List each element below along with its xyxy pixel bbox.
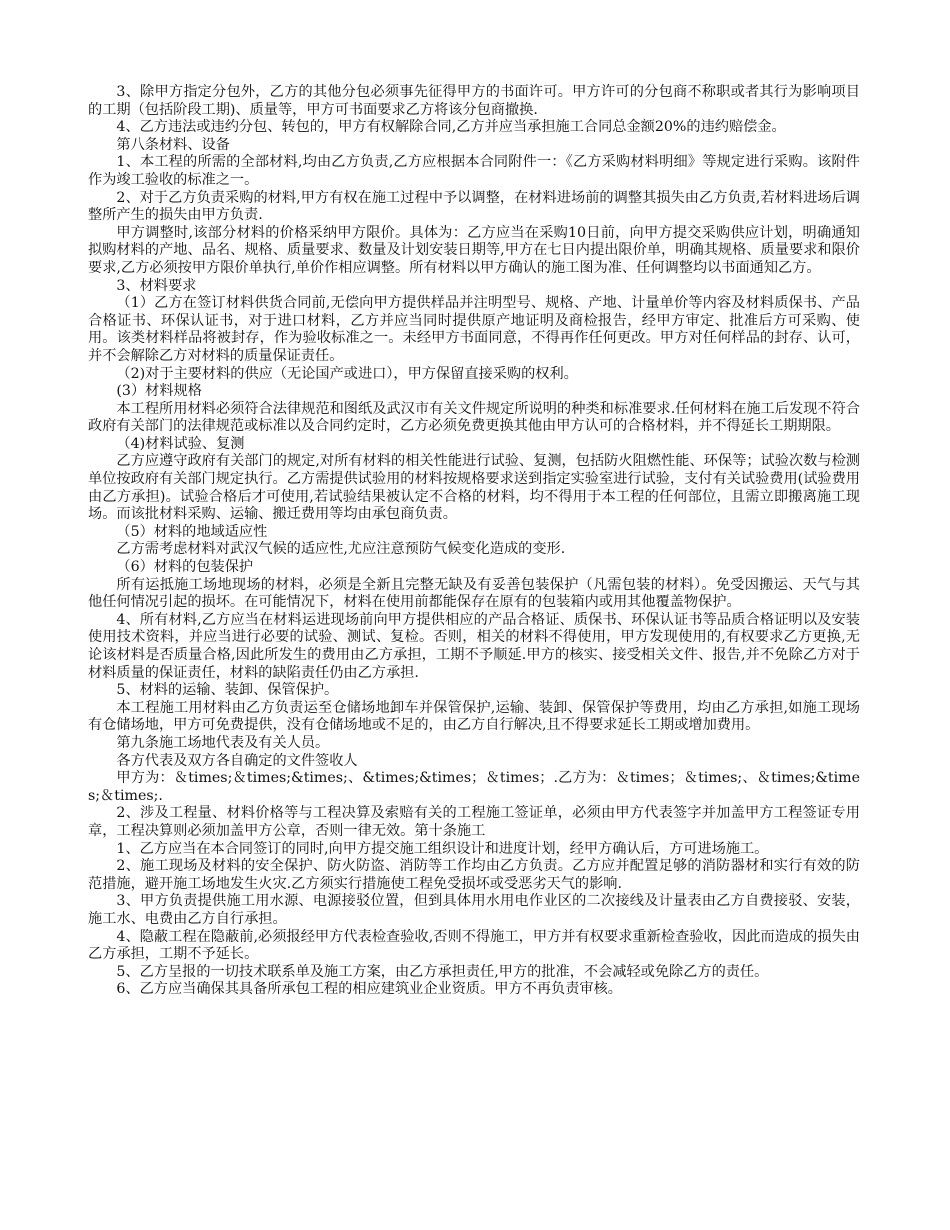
paragraph: 2、涉及工程量、材料价格等与工程决算及索赔有关的工程施工签证单，必须由甲方代表签字并加盖甲方工程签证专用章，工程决算则必须加盖甲方公章，否则一律无效。第十条施工	[88, 805, 860, 839]
paragraph: 6、乙方应当确保其具备所承包工程的相应建筑业企业资质。甲方不再负责审核。	[116, 981, 622, 998]
paragraph: 第九条施工场地代表及有关人员。	[116, 734, 330, 751]
paragraph: （1）乙方在签订材料供货合同前,无偿向甲方提供样品并注明型号、规格、产地、计量单价等内容及材料质保书、产品合格证书、环保认证书，对于进口材料，乙方并应当同时提供原产地证明及商检报告，经甲方审定、批准后方可采购、使用。该类材料样品将被封存，作为验收标准之一。未经甲方书面同意，不得再作任何更改。甲方对任何样品的封存、认可，并不会解除乙方对材料的质量保证责任。	[88, 295, 860, 364]
paragraph: 各方代表及双方各自确定的文件签收人	[116, 752, 358, 769]
paragraph: 4、乙方违法或违约分包、转包的，甲方有权解除合同,乙方并应当承担施工合同总金额20%的违约赔偿金。	[116, 119, 786, 136]
paragraph: 1、乙方应当在本合同签订的同时,向甲方提交施工组织设计和进度计划，经甲方确认后，方可进场施工。	[116, 840, 769, 857]
paragraph: 3、材料要求	[116, 277, 197, 294]
paragraph: 本工程施工用材料由乙方负责运至仓储场地卸车并保管保护,运输、装卸、保管保护等费用，均由乙方承担,如施工现场有仓储场地，甲方可免费提供，没有仓储场地或不足的，由乙方自行解决,且不得要求延长工期或增加费用。	[88, 699, 860, 734]
paragraph: 4、所有材料,乙方应当在材料运进现场前向甲方提供相应的产品合格证、质保书、环保认证书等品质合格证明以及安装使用技术资料，并应当进行必要的试验、测试、复检。否则，相关的材料不得使用，甲方发现使用的,有权要求乙方更换,无论该材料是否质量合格,因此所发生的费用由乙方承担，工期不予顺延.甲方的核实、接受相关文件、报告,并不免除乙方对于材料质量的保证责任，材料的缺陷责任仍由乙方承担.	[88, 611, 860, 681]
paragraph: 5、材料的运输、装卸、保管保护。	[116, 682, 339, 699]
paragraph: 1、本工程的所需的全部材料,均由乙方负责,乙方应根据本合同附件一：《乙方采购材料明细》等规定进行采购。该附件作为竣工验收的标准之一。	[88, 154, 860, 188]
paragraph: 2、对于乙方负责采购的材料,甲方有权在施工过程中予以调整，在材料进场前的调整其损失由乙方负责,若材料进场后调整所产生的损失由甲方负责.	[88, 189, 860, 224]
paragraph: 所有运抵施工场地现场的材料，必须是全新且完整无缺及有妥善包装保护（凡需包装的材料）。免受因搬运、天气与其他任何情况引起的损坏。在可能情况下，材料在使用前都能保存在原有的包装箱内或用其他覆盖物保护。	[88, 576, 860, 611]
paragraph: 4、隐蔽工程在隐蔽前,必须报经甲方代表检查验收,否则不得施工，甲方并有权要求重新检查验收，因此而造成的损失由乙方承担，工期不予延长。	[88, 928, 860, 963]
paragraph: （6）材料的包装保护	[116, 559, 254, 576]
paragraph: 甲方为：＆times;＆times;&times;、&times;&times；＆times；.乙方为：＆times；＆times;、＆times;&times;＆times;.	[88, 770, 860, 804]
paragraph: 3、甲方负责提供施工用水源、电源接驳位置，但到具体用水用电作业区的二次接线及计量表由乙方自费接驳、安装，施工水、电费由乙方自行承担。	[88, 893, 860, 927]
paragraph: (3）材料规格	[116, 383, 202, 400]
paragraph: 2、施工现场及材料的安全保护、防火防盗、消防等工作均由乙方负责。乙方应并配置足够的消防器材和实行有效的防范措施，避开施工场地发生火灾.乙方须实行措施使工程免受损坏或受恶劣天气的影响.	[88, 858, 860, 892]
paragraph: 5、乙方呈报的一切技术联系单及施工方案，由乙方承担责任,甲方的批准，不会减轻或免除乙方的责任。	[116, 963, 769, 980]
paragraph: 乙方需考虑材料对武汉气候的适应性,尤应注意预防气候变化造成的变形.	[116, 541, 566, 558]
paragraph: （2)对于主要材料的供应（无论国产或进口），甲方保留直接采购的权利。	[116, 365, 578, 382]
document-body	[88, 84, 860, 999]
paragraph: 3、除甲方指定分包外，乙方的其他分包必须事先征得甲方的书面许可。甲方许可的分包商不称职或者其行为影响项目的工期（包括阶段工期)、质量等，甲方可书面要求乙方将该分包商撤换.	[88, 84, 860, 118]
paragraph: 甲方调整时,该部分材料的价格采纳甲方限价。具体为：乙方应当在采购10日前，向甲方提交采购供应计划，明确通知拟购材料的产地、品名、规格、质量要求、数量及计划安装日期等,甲方在七日内提出限价单，明确其规格、质量要求和限价要求,乙方必须按甲方限价单执行,单价作相应调整。所有材料以甲方确认的施工图为准、任何调整均以书面通知乙方。	[88, 224, 860, 276]
paragraph: 第八条材料、设备	[116, 136, 230, 153]
paragraph: （5）材料的地域适应性	[116, 523, 268, 540]
paragraph: （4)材料试验、复测	[116, 435, 245, 452]
paragraph: 乙方应遵守政府有关部门的规定,对所有材料的相关性能进行试验、复测，包括防火阻燃性能、环保等；试验次数与检测单位按政府有关部门规定执行。乙方需提供试验用的材料按规格要求送到指定实验室进行试验，支付有关试验费用(试验费用由乙方承担)。试验合格后才可使用,若试验结果被认定不合格的材料，均不得用于本工程的任何部位，且需立即搬离施工现场。而该批材料采购、运输、搬迁费用等均由承包商负责。	[88, 453, 860, 523]
paragraph: 本工程所用材料必须符合法律规范和图纸及武汉市有关文件规定所说明的种类和标准要求.任何材料在施工后发现不符合政府有关部门的法律规范或标准以及合同约定时，乙方必须免费更换其他由甲方认可的合格材料，并不得延长工期期限。	[88, 400, 860, 435]
